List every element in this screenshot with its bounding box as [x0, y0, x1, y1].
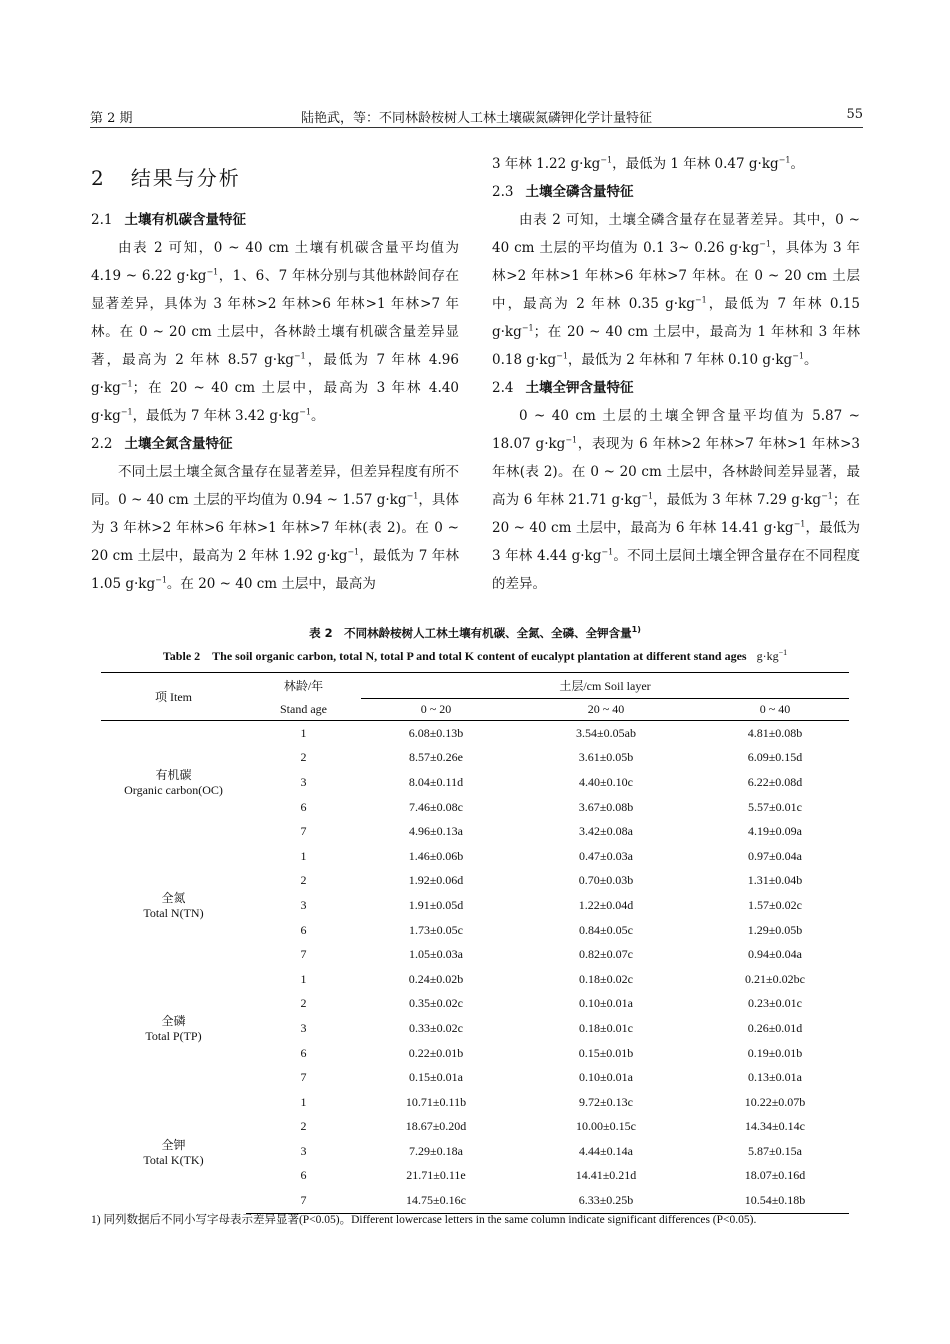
paragraph-2-1: 由表 2 可知，0 ~ 40 cm 土壤有机碳含量平均值为 4.19 ~ 6.22 $g\cdot kg^{-1}$，1、6、7 年林分别与其他林龄间存在显著差异，具体为 3 年林>2 年林>6 年林>1 年林>7 年林。在 0 ~ 20 cm 土层中，各林龄土壤有机碳含量差异显著，最高为 2 年林 8.57 $g\cdot kg^{-1}$，最低为 7 年林 4.96 $g\cdot kg^{-1}$；在 20 ~ 40 cm 土层中，最高为 3 年林 4.40 $g\cdot kg^{-1}$，最低为 7 年林 3.42 $g\cdot kg^{-1}$。	[91, 240, 460, 424]
subsection-heading-2-4: 2.4 土壤全钾含量特征	[492, 380, 634, 396]
value-cell: 8.57±0.26e	[409, 750, 463, 765]
value-cell: 7.29±0.18a	[409, 1143, 463, 1158]
value-cell: 0.26±0.01d	[747, 1020, 803, 1035]
value-cell: 1.31±0.04b	[747, 873, 803, 888]
value-cell: 5.57±0.01c	[748, 799, 802, 814]
value-cell: 4.19±0.09a	[748, 824, 802, 839]
value-cell: 21.71±0.11e	[406, 1168, 466, 1183]
right-column	[492, 150, 860, 598]
table-caption-en: Table 2 The soil organic carbon, total N, total P and total K content of eucalypt plantation at different stand ages $g\cdot kg^{-1}$	[162, 648, 788, 663]
running-title: 陆艳武，等：不同林龄桉树人工林土壤碳氮磷钾化学计量特征	[300, 111, 652, 126]
data-table	[101, 672, 849, 1214]
stand-age-cell: 2	[300, 750, 307, 765]
value-cell: 4.44±0.14a	[579, 1143, 633, 1158]
value-cell: 0.15±0.01b	[578, 1045, 634, 1060]
subsection-heading-2-1: 2.1 土壤有机碳含量特征	[91, 212, 246, 228]
value-cell: 3.42±0.08a	[579, 824, 633, 839]
value-cell: 18.67±0.20d	[405, 1119, 467, 1134]
table-footnote: 1) 同列数据后不同小写字母表示差异显著(P<0.05)。Different lowercase letters in the same column indicate significant differences (P<0.05).	[91, 1214, 757, 1226]
stand-age-cell: 6	[300, 1168, 307, 1183]
header-layer-20-40: 20 ~ 40	[511, 699, 701, 721]
subsection-heading-2-2: 2.2 土壤全氮含量特征	[91, 436, 233, 452]
stand-age-cell: 6	[300, 922, 307, 937]
value-cell: 6.33±0.25b	[511, 1188, 701, 1213]
header-layer-0-40: 0 ~ 40	[701, 699, 849, 721]
value-cell: 8.04±0.11d	[408, 774, 464, 789]
value-cell: 3.67±0.08b	[578, 799, 634, 814]
value-cell: 3.54±0.05ab	[576, 725, 636, 740]
value-cell: 1.29±0.05b	[747, 922, 803, 937]
value-cell: 6.22±0.08d	[747, 774, 803, 789]
table-row	[101, 844, 849, 869]
value-cell: 0.82±0.07c	[579, 947, 633, 962]
paragraph-2-2-cont: 3 年林 1.22 $g\cdot kg^{-1}$，最低为 1 年林 0.47 $g\cdot kg^{-1}$。	[492, 155, 804, 172]
value-cell: 7.46±0.08c	[409, 799, 463, 814]
value-cell: 10.54±0.18b	[701, 1188, 849, 1213]
stand-age-cell: 7	[300, 824, 307, 839]
stand-age-cell: 1	[300, 848, 307, 863]
table-row	[101, 721, 849, 746]
stand-age-cell: 7	[300, 947, 307, 962]
stand-age-cell: 6	[300, 1045, 307, 1060]
value-cell: 1.05±0.03a	[409, 947, 463, 962]
header-age-cn: 林龄/年	[246, 673, 361, 699]
stand-age-cell: 3	[300, 1020, 307, 1035]
running-header	[90, 107, 863, 128]
value-cell: 0.18±0.02c	[579, 971, 633, 986]
value-cell: 4.40±0.10c	[579, 774, 633, 789]
stand-age-cell: 2	[300, 996, 307, 1011]
header-layer-0-20: 0 ~ 20	[361, 699, 511, 721]
value-cell: 1.92±0.06d	[408, 873, 464, 888]
value-cell: 1.22±0.04d	[578, 897, 634, 912]
paragraph-2-4: 0 ~ 40 cm 土层的土壤全钾含量平均值为 5.87 ~ 18.07 $g\cdot kg^{-1}$，表现为 6 年林>2 年林>7 年林>1 年林>3 年林(表 2)。在 0 ~ 20 cm 土层中，各林龄间差异显著，最高为 6 年林 21.71 $g\cdot kg^{-1}$，最低为 3 年林 7.29 $g\cdot kg^{-1}$；在 20 ~ 40 cm 土层中，最高为 6 年林 14.41 $g\cdot kg^{-1}$，最低为 3 年林 4.44 $g\cdot kg^{-1}$。不同土层间土壤全钾含量存在不同程度的差异。	[492, 408, 861, 592]
group-label: 全钾 Total K(TK)	[143, 1137, 204, 1167]
value-cell: 14.34±0.14c	[745, 1119, 805, 1134]
value-cell: 14.75±0.16c	[361, 1188, 511, 1213]
value-cell: 0.33±0.02c	[409, 1020, 463, 1035]
stand-age-cell: 1	[300, 725, 307, 740]
paragraph-2-2: 不同土层土壤全氮含量存在显著差异，但差异程度有所不同。0 ~ 40 cm 土层的平均值为 0.94 ~ 1.57 $g\cdot kg^{-1}$，具体为 3 年林>2 年林>6 年林>1 年林>7 年林(表 2)。在 0 ~ 20 cm 土层中，最高为 2 年林 1.92 $g\cdot kg^{-1}$，最低为 7 年林 1.05 $g\cdot kg^{-1}$。在 20 ~ 40 cm 土层中，最高为	[91, 464, 459, 592]
stand-age-cell: 1	[300, 971, 307, 986]
group-label: 有机碳 Organic carbon(OC)	[124, 768, 223, 798]
unit-label: $g\cdot kg^{-1}$	[756, 648, 788, 663]
value-cell: 0.35±0.02c	[409, 996, 463, 1011]
stand-age-cell: 1	[300, 1094, 307, 1109]
paragraph-2-3: 由表 2 可知，土壤全磷含量存在显著差异。其中，0 ~ 40 cm 土层的平均值为 0.1 3~ 0.26 $g\cdot kg^{-1}$，具体为 3 年林>2 年林>1 年林>6 年林>7 年林。在 0 ~ 20 cm 土层中，最高为 2 年林 0.35 $g\cdot kg^{-1}$，最低为 7 年林 0.15 $g\cdot kg^{-1}$；在 20 ~ 40 cm 土层中，最高为 1 年林和 3 年林 0.18 $g\cdot kg^{-1}$，最低为 2 年林和 7 年林 0.10 $g\cdot kg^{-1}$。	[492, 212, 861, 368]
value-cell: 0.70±0.03b	[578, 873, 634, 888]
value-cell: 9.72±0.13c	[579, 1094, 633, 1109]
value-cell: 0.13±0.01a	[748, 1070, 802, 1085]
stand-age-cell: 3	[300, 1143, 307, 1158]
value-cell: 4.81±0.08b	[747, 725, 803, 740]
stand-age-cell: 3	[300, 897, 307, 912]
value-cell: 6.09±0.15d	[747, 750, 803, 765]
stand-age-cell: 6	[300, 799, 307, 814]
header-soil-layer: 土层/cm Soil layer	[361, 673, 849, 699]
table-row	[101, 967, 849, 992]
value-cell: 6.08±0.13b	[408, 725, 464, 740]
group-label: 全磷 Total P(TP)	[145, 1014, 202, 1044]
value-cell: 0.24±0.02b	[408, 971, 464, 986]
header-age-en: Stand age	[246, 699, 361, 721]
value-cell: 10.71±0.11b	[405, 1094, 467, 1109]
stand-age-cell: 2	[300, 1119, 307, 1134]
stand-age-cell: 7	[246, 1188, 361, 1213]
value-cell: 0.84±0.05c	[579, 922, 633, 937]
value-cell: 0.47±0.03a	[579, 848, 633, 863]
value-cell: 0.23±0.01c	[748, 996, 802, 1011]
value-cell: 0.21±0.02bc	[745, 971, 805, 986]
value-cell: 1.91±0.05d	[408, 897, 464, 912]
value-cell: 10.00±0.15c	[576, 1119, 636, 1134]
stand-age-cell: 3	[300, 774, 307, 789]
table-row	[101, 1090, 849, 1115]
value-cell: 3.61±0.05b	[578, 750, 634, 765]
table-body	[101, 721, 849, 1214]
subsection-heading-2-3: 2.3 土壤全磷含量特征	[492, 184, 634, 200]
value-cell: 1.46±0.06b	[408, 848, 464, 863]
table-caption-cn: 表 2 不同林龄桉树人工林土壤有机碳、全氮、全磷、全钾含量$^{1)}$	[309, 625, 641, 640]
value-cell: 1.57±0.02c	[748, 897, 802, 912]
stand-age-cell: 2	[300, 873, 307, 888]
value-cell: 0.94±0.04a	[748, 947, 802, 962]
issue-number: 第 2 期	[90, 111, 133, 126]
value-cell: 10.22±0.07b	[744, 1094, 806, 1109]
value-cell: 0.10±0.01a	[579, 1070, 633, 1085]
group-label: 全氮 Total N(TN)	[143, 891, 204, 921]
page-number: 55	[846, 107, 863, 122]
value-cell: 18.07±0.16d	[744, 1168, 806, 1183]
left-column	[91, 158, 459, 598]
stand-age-cell: 7	[300, 1070, 307, 1085]
value-cell: 0.18±0.01c	[579, 1020, 633, 1035]
header-item: 项 Item	[101, 673, 246, 721]
section-heading: 2 结果与分析	[91, 166, 241, 190]
value-cell: 14.41±0.21d	[575, 1168, 637, 1183]
value-cell: 0.10±0.01a	[579, 996, 633, 1011]
value-cell: 1.73±0.05c	[409, 922, 463, 937]
value-cell: 5.87±0.15a	[748, 1143, 802, 1158]
value-cell: 4.96±0.13a	[409, 824, 463, 839]
value-cell: 0.19±0.01b	[747, 1045, 803, 1060]
value-cell: 0.15±0.01a	[409, 1070, 463, 1085]
value-cell: 0.22±0.01b	[408, 1045, 464, 1060]
value-cell: 0.97±0.04a	[748, 848, 802, 863]
